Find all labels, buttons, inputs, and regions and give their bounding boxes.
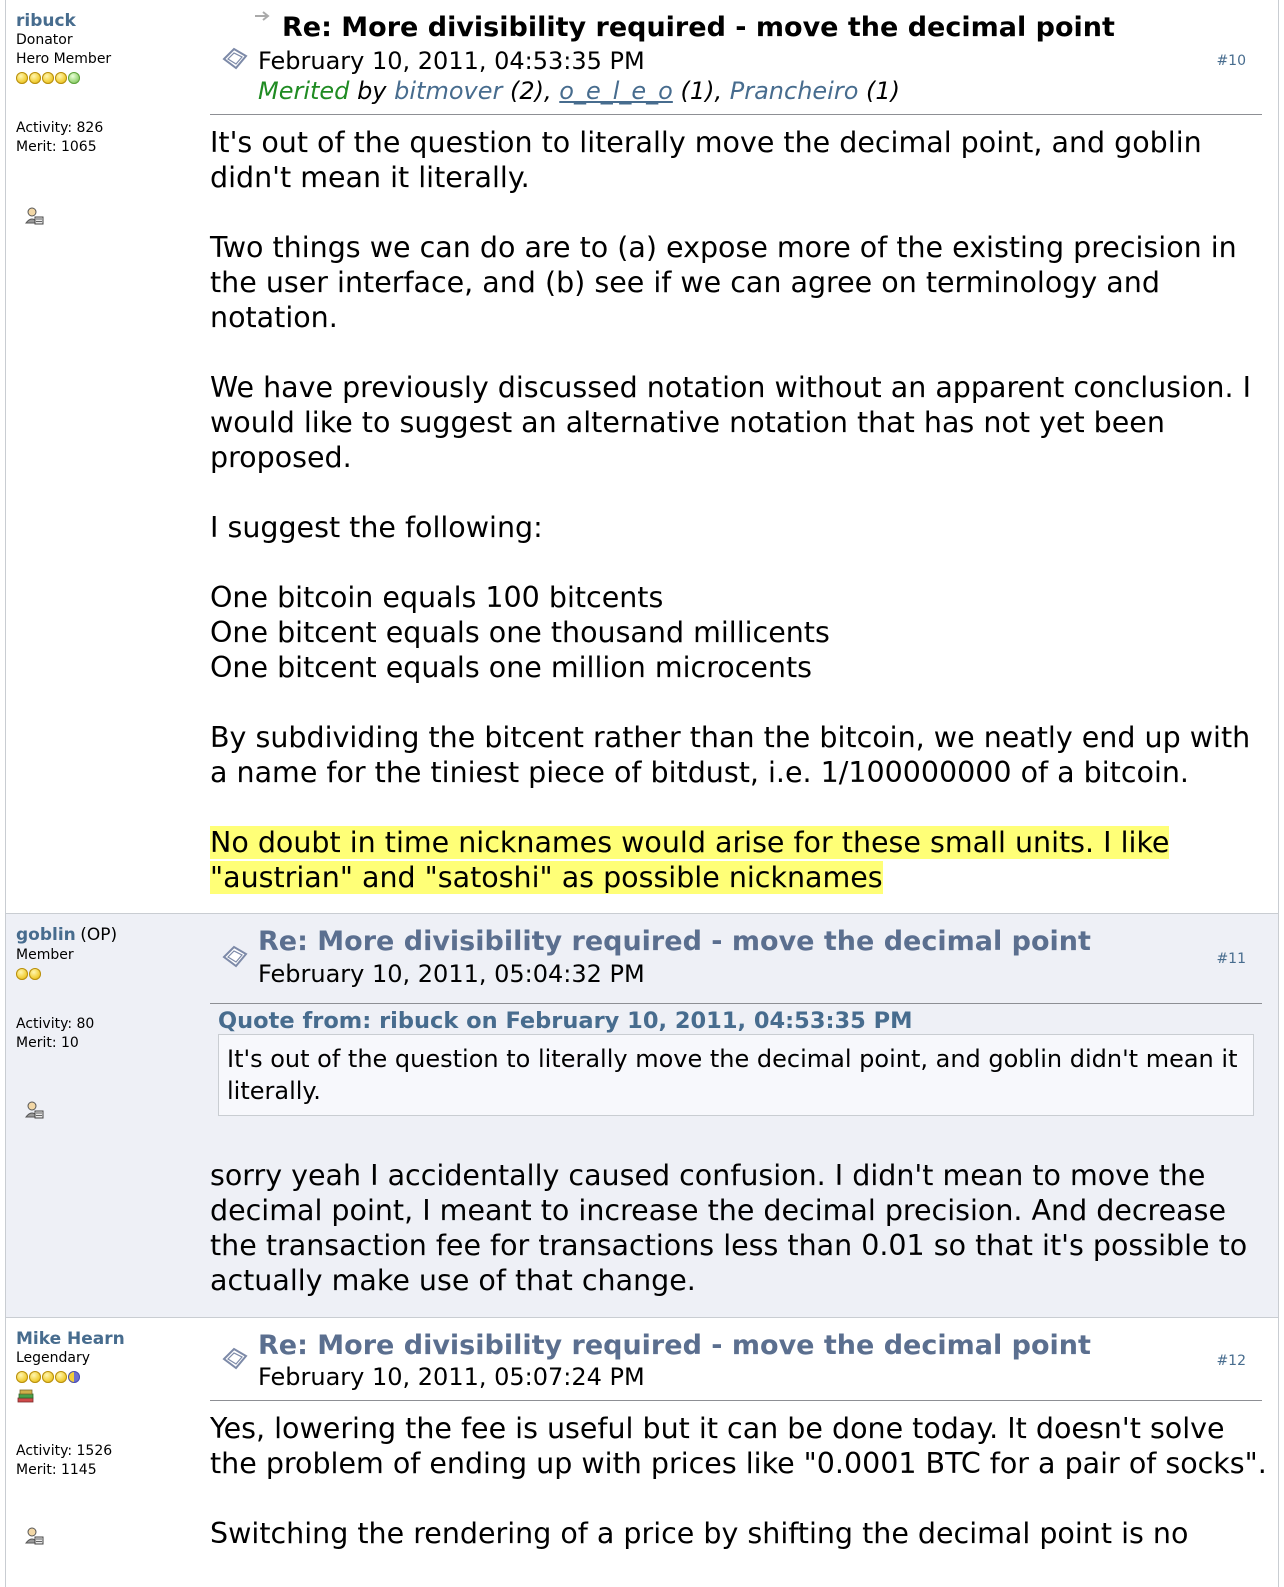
merited-by: by (357, 77, 387, 105)
post-body (210, 1411, 1270, 1586)
paragraph: We have previously discussed notation without an apparent conclusion. I would like to suggest an alternative notation that has not yet been proposed. (210, 371, 1251, 474)
profile-icon[interactable] (24, 1526, 44, 1546)
merit-count: (1) (866, 77, 901, 105)
star-icon (68, 1371, 80, 1383)
activity: Activity: 1526 (16, 1443, 113, 1459)
paragraph: By subdividing the bitcent rather than the bitcoin, we neatly end up with a name for the tiniest piece of bitdust, i.e. 1/100000000 of a bitcoin. (210, 721, 1251, 789)
subject-icon (220, 1344, 250, 1374)
star-icon (16, 72, 28, 84)
merit: Merit: 1145 (16, 1462, 97, 1478)
paragraph: Yes, lowering the fee is useful but it can be done today. It doesn't solve the problem of ending up with prices like "0.0001 BTC for a pair of socks". (210, 1412, 1267, 1480)
post-header (210, 1318, 1262, 1401)
highlighted-text: No doubt in time nicknames would arise for these small units. I like "austrian" and "satoshi" as possible nicknames (210, 826, 1170, 894)
merit-count: (2) (510, 77, 544, 105)
post-11 (5, 913, 1279, 1317)
profile-icon[interactable] (24, 1100, 44, 1120)
post-date: February 10, 2011, 04:53:35 PM (258, 47, 645, 75)
subject-icon (220, 942, 250, 972)
subject-icon (220, 44, 250, 74)
post-subject[interactable]: Re: More divisibility required - move the decimal point (282, 12, 1115, 43)
star-icon (68, 72, 80, 84)
author-link[interactable]: ribuck (16, 11, 76, 31)
list-item: One bitcent equals one million microcents (210, 651, 813, 684)
list-item: One bitcoin equals 100 bitcents (210, 581, 664, 614)
poster-rank: Donator (16, 32, 73, 48)
star-icon (16, 1371, 28, 1383)
poster-info (16, 12, 196, 157)
paragraph: sorry yeah I accidentally caused confusion. I didn't mean to move the decimal point, I meant to increase the decimal precision. And decrease the transaction fee for transactions less than 0.01 so that it's possible to actually make use of that change. (210, 1159, 1248, 1297)
merit-user[interactable]: bitmover (394, 77, 503, 105)
paragraph: Two things we can do are to (a) expose more of the existing precision in the user interface, and (b) see if we can agree on terminology and notation. (210, 231, 1237, 334)
star-icon (55, 1371, 67, 1383)
op-badge: (OP) (80, 925, 118, 945)
poster-title: Hero Member (16, 51, 112, 67)
post-body (210, 125, 1270, 895)
books-icon (16, 1388, 36, 1404)
post-subject[interactable]: Re: More divisibility required - move the decimal point (258, 926, 1091, 957)
post-number[interactable]: #10 (1216, 53, 1246, 69)
profile-icon[interactable] (24, 206, 44, 226)
post-header (210, 0, 1262, 115)
star-icon (42, 1371, 54, 1383)
merited-line: Merited by bitmover (2), o_e_l_e_o (1), Prancheiro (1) (258, 77, 901, 105)
star-icon (29, 1371, 41, 1383)
quote-text: It's out of the question to literally move the decimal point, and goblin didn't mean it literally. (227, 1045, 1238, 1105)
poster-info (16, 926, 196, 1053)
arrow-icon (254, 10, 272, 22)
rank-stars (16, 967, 196, 981)
author-link[interactable]: goblin (16, 925, 76, 945)
paragraph: Switching the rendering of a price by shifting the decimal point is no (210, 1517, 1189, 1550)
activity: Activity: 826 (16, 120, 104, 136)
post-number[interactable]: #12 (1216, 1353, 1246, 1369)
quote-box (218, 1034, 1254, 1116)
poster-info (16, 1330, 196, 1480)
star-icon (29, 72, 41, 84)
poster-title: Member (16, 947, 74, 963)
paragraph: I suggest the following: (210, 511, 543, 544)
list-item: One bitcent equals one thousand millicents (210, 616, 830, 649)
merit-count: (1) (680, 77, 715, 105)
activity: Activity: 80 (16, 1016, 95, 1032)
post-12 (5, 1317, 1279, 1587)
poster-title: Legendary (16, 1350, 91, 1366)
post-header (210, 914, 1262, 1004)
merit: Merit: 10 (16, 1035, 79, 1051)
star-icon (16, 968, 28, 980)
star-icon (42, 72, 54, 84)
post-body (210, 1158, 1270, 1298)
post-subject[interactable]: Re: More divisibility required - move the decimal point (258, 1330, 1091, 1361)
unit-list (210, 580, 1270, 685)
post-date: February 10, 2011, 05:07:24 PM (258, 1363, 645, 1391)
post-date: February 10, 2011, 05:04:32 PM (258, 960, 645, 988)
merited-label[interactable]: Merited (258, 77, 350, 105)
merit-user[interactable]: Prancheiro (729, 77, 859, 105)
post-number[interactable]: #11 (1216, 951, 1246, 967)
merit-user[interactable]: o_e_l_e_o (559, 77, 673, 105)
paragraph: It's out of the question to literally move the decimal point, and goblin didn't mean it literally. (210, 126, 1202, 194)
rank-stars (16, 71, 196, 85)
rank-stars (16, 1370, 196, 1384)
quote-header[interactable]: Quote from: ribuck on February 10, 2011, 04:53:35 PM (218, 1008, 913, 1034)
merit: Merit: 1065 (16, 139, 97, 155)
author-link[interactable]: Mike Hearn (16, 1329, 125, 1349)
star-icon (55, 72, 67, 84)
star-icon (29, 968, 41, 980)
post-10 (5, 0, 1279, 913)
